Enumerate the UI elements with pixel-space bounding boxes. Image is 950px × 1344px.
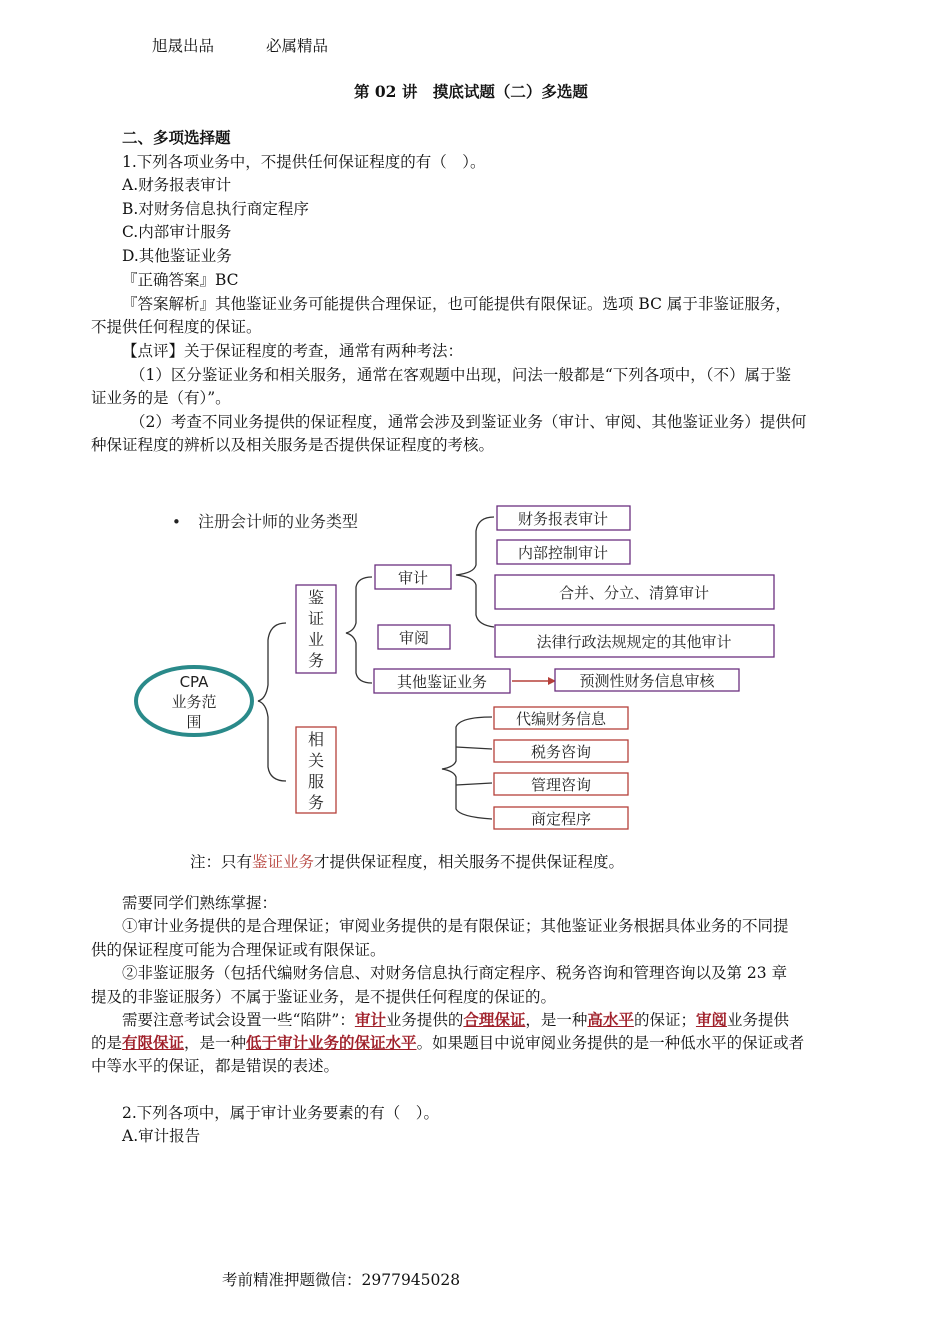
q1-comment-1: （1）区分鉴证业务和相关服务，通常在客观题中出现，问法一般都是“下列各项中，（不）属于鉴	[130, 366, 792, 384]
trap-line-2: 的是有限保证，是一种低于审计业务的保证水平。如果题目中说审阅业务提供的是一种低水平的保证或者	[91, 1033, 805, 1052]
svg-text:务: 务	[307, 793, 325, 812]
q1-option-b: B.对财务信息执行商定程序	[122, 200, 309, 218]
mastery-item-2-cont: 提及的非鉴证服务）不属于鉴证业务，是不提供任何程度的保证的。	[91, 988, 557, 1006]
header-slogan: 必属精品	[266, 37, 329, 55]
other-child: 预测性财务信息审核	[579, 672, 715, 690]
audit-child-4: 法律行政法规规定的其他审计	[536, 633, 732, 651]
business-types-diagram	[0, 495, 950, 885]
mastery-item-1-cont: 供的保证程度可能为合理保证或有限保证。	[91, 941, 386, 959]
page-title: 第 02 讲 摸底试题（二）多选题	[354, 82, 588, 101]
svg-text:相: 相	[307, 730, 325, 749]
root-brace	[258, 623, 286, 781]
related-child-1: 代编财务信息	[515, 710, 607, 728]
section-heading: 二、多项选择题	[122, 128, 231, 147]
diagram-title: 注册会计师的业务类型	[198, 512, 359, 531]
q1-option-c: C.内部审计服务	[122, 223, 232, 241]
root-label-2: 业务范	[171, 693, 217, 711]
q1-analysis: 『答案解析』其他鉴证业务可能提供合理保证，也可能提供有限保证。选项 BC 属于非鉴证服务，	[122, 295, 791, 313]
q1-option-a: A.财务报表审计	[122, 176, 232, 194]
related-brace	[442, 717, 492, 819]
svg-text:鉴: 鉴	[307, 588, 325, 607]
q2-stem: 2.下列各项中，属于审计业务要素的有（ ）。	[122, 1104, 440, 1122]
trap-line-3: 中等水平的保证，都是错误的表述。	[91, 1057, 340, 1075]
diagram-bullet: •	[172, 513, 181, 531]
audit-child-3: 合并、分立、清算审计	[558, 584, 710, 602]
audit-label: 审计	[397, 569, 429, 587]
q1-comment-2: （2）考查不同业务提供的保证程度，通常会涉及到鉴证业务（审计、审阅、其他鉴证业务）提供何	[130, 413, 807, 431]
q1-comment-2-cont: 种保证程度的辨析以及相关服务是否提供保证程度的考核。	[91, 436, 495, 454]
svg-text:服: 服	[307, 772, 325, 791]
note-highlight: 鉴证业务	[252, 853, 315, 871]
header-brand: 旭晟出品	[152, 37, 215, 55]
q1-comment-intro: 【点评】关于保证程度的考查，通常有两种考法：	[122, 342, 464, 360]
root-label-3: 围	[186, 713, 202, 731]
audit-brace	[456, 517, 494, 627]
audit-child-2: 内部控制审计	[517, 544, 609, 562]
related-child-2: 税务咨询	[530, 743, 592, 761]
q1-analysis-cont: 不提供任何程度的保证。	[91, 318, 262, 336]
related-child-4: 商定程序	[530, 810, 592, 828]
q1-answer: 『正确答案』BC	[122, 271, 239, 289]
q1-comment-1-cont: 证业务的是（有）”。	[91, 389, 231, 407]
q2-option-a: A.审计报告	[122, 1127, 201, 1145]
mastery-item-1: ①审计业务提供的是合理保证；审阅业务提供的是有限保证；其他鉴证业务根据具体业务的不同提	[122, 917, 789, 935]
mastery-intro: 需要同学们熟练掌握：	[122, 894, 278, 912]
related-child-3: 管理咨询	[530, 776, 592, 794]
q1-stem: 1.下列各项业务中，不提供任何保证程度的有（ ）。	[122, 153, 486, 171]
mastery-item-2: ②非鉴证服务（包括代编财务信息、对财务信息执行商定程序、税务咨询和管理咨询以及第 23 章	[122, 964, 788, 982]
q1-option-d: D.其他鉴证业务	[122, 247, 232, 265]
footer-contact: 考前精准押题微信：2977945028	[222, 1271, 461, 1289]
svg-text:证: 证	[307, 609, 325, 628]
trap-line-1: 需要注意考试会设置一些“陷阱”：审计业务提供的合理保证，是一种高水平的保证；审阅业务提供	[122, 1010, 789, 1029]
svg-text:业: 业	[307, 630, 325, 649]
review-label: 审阅	[398, 629, 430, 647]
svg-text:务: 务	[307, 651, 325, 670]
diagram-note: 注：只有鉴证业务才提供保证程度，相关服务不提供保证程度。	[190, 853, 625, 871]
svg-text:关: 关	[307, 751, 325, 770]
root-label-1: CPA	[179, 673, 209, 691]
audit-child-1: 财务报表审计	[517, 510, 609, 528]
other-assurance-label: 其他鉴证业务	[396, 673, 488, 691]
assurance-brace	[346, 577, 372, 683]
